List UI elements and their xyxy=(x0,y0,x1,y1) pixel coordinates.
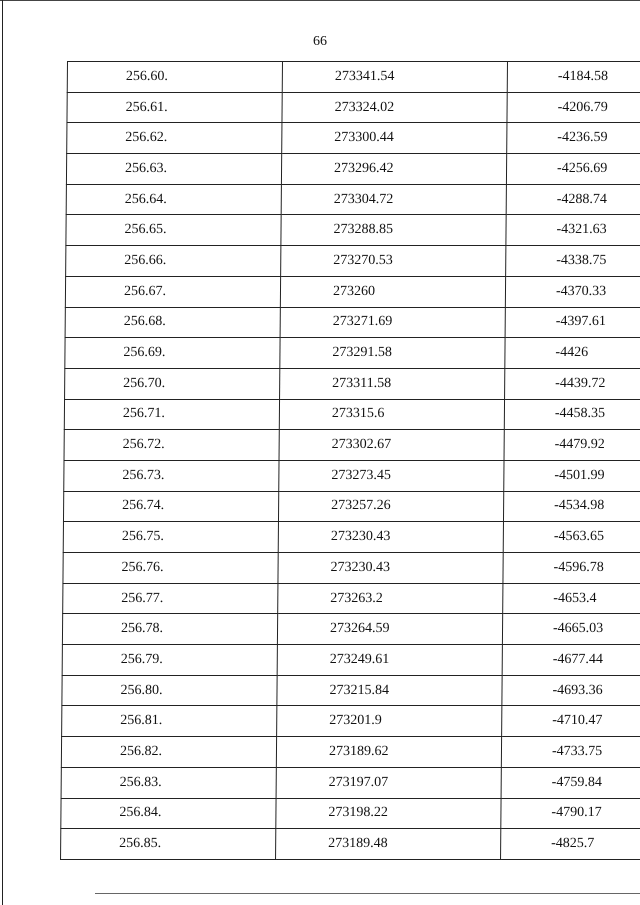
x-coordinate-cell: 273189.62 xyxy=(276,737,501,768)
x-coordinate-cell: 273315.6 xyxy=(279,399,504,430)
table-row xyxy=(61,798,640,829)
y-coordinate-cell: -4677.44 xyxy=(502,645,640,676)
x-coordinate-cell: 273270.53 xyxy=(281,246,506,277)
table-row xyxy=(62,706,640,737)
table-row xyxy=(65,276,640,307)
x-coordinate-cell: 273260 xyxy=(280,276,505,307)
table-row xyxy=(62,645,640,676)
y-coordinate-cell: -4733.75 xyxy=(501,737,640,768)
y-coordinate-cell: -4501.99 xyxy=(504,460,640,491)
y-coordinate-cell: -4693.36 xyxy=(502,675,640,706)
x-coordinate-cell: 273304.72 xyxy=(281,184,506,215)
point-id-cell: 256.67. xyxy=(65,276,280,307)
table-row xyxy=(61,767,640,798)
y-coordinate-cell: -4256.69 xyxy=(506,154,640,185)
point-id-cell: 256.63. xyxy=(66,154,281,185)
coordinates-table xyxy=(60,61,640,860)
x-coordinate-cell: 273288.85 xyxy=(281,215,506,246)
table-row xyxy=(66,184,640,215)
point-id-cell: 256.60. xyxy=(67,62,282,93)
x-coordinate-cell: 273311.58 xyxy=(280,368,505,399)
y-coordinate-cell: -4596.78 xyxy=(503,553,640,584)
y-coordinate-cell: -4825.7 xyxy=(501,829,640,860)
y-coordinate-cell: -4370.33 xyxy=(505,276,640,307)
point-id-cell: 256.64. xyxy=(66,184,281,215)
point-id-cell: 256.69. xyxy=(65,338,280,369)
table-row xyxy=(63,491,640,522)
y-coordinate-cell: -4458.35 xyxy=(504,399,640,430)
x-coordinate-cell: 273201.9 xyxy=(277,706,502,737)
x-coordinate-cell: 273302.67 xyxy=(279,430,504,461)
point-id-cell: 256.81. xyxy=(62,706,277,737)
y-coordinate-cell: -4288.74 xyxy=(506,184,640,215)
point-id-cell: 256.79. xyxy=(62,645,277,676)
y-coordinate-cell: -4653.4 xyxy=(503,583,640,614)
point-id-cell: 256.75. xyxy=(63,522,278,553)
x-coordinate-cell: 273263.2 xyxy=(278,583,503,614)
table-row xyxy=(65,368,640,399)
page-number: 66 xyxy=(313,34,327,49)
table-row xyxy=(64,430,640,461)
point-id-cell: 256.68. xyxy=(65,307,280,338)
point-id-cell: 256.85. xyxy=(61,829,276,860)
x-coordinate-cell: 273271.69 xyxy=(280,307,505,338)
bottom-rule xyxy=(95,893,640,894)
x-coordinate-cell: 273324.02 xyxy=(282,92,507,123)
table-row xyxy=(64,460,640,491)
x-coordinate-cell: 273296.42 xyxy=(281,154,506,185)
table-body xyxy=(61,62,640,860)
table-row xyxy=(67,123,640,154)
table-row xyxy=(65,307,640,338)
point-id-cell: 256.74. xyxy=(63,491,278,522)
table-row xyxy=(65,338,640,369)
y-coordinate-cell: -4665.03 xyxy=(502,614,640,645)
y-coordinate-cell: -4426 xyxy=(505,338,640,369)
x-coordinate-cell: 273249.61 xyxy=(277,645,502,676)
point-id-cell: 256.61. xyxy=(67,92,282,123)
table-row xyxy=(64,399,640,430)
y-coordinate-cell: -4534.98 xyxy=(503,491,640,522)
y-coordinate-cell: -4563.65 xyxy=(503,522,640,553)
y-coordinate-cell: -4236.59 xyxy=(507,123,640,154)
table-row xyxy=(61,829,640,860)
table-row xyxy=(67,62,640,93)
table-row xyxy=(63,583,640,614)
table-row xyxy=(61,737,640,768)
y-coordinate-cell: -4321.63 xyxy=(506,215,640,246)
point-id-cell: 256.70. xyxy=(65,368,280,399)
y-coordinate-cell: -4479.92 xyxy=(504,430,640,461)
scan-edge-top xyxy=(0,0,640,1)
table-row xyxy=(63,553,640,584)
point-id-cell: 256.76. xyxy=(63,553,278,584)
x-coordinate-cell: 273230.43 xyxy=(278,522,503,553)
y-coordinate-cell: -4710.47 xyxy=(502,706,640,737)
point-id-cell: 256.72. xyxy=(64,430,279,461)
x-coordinate-cell: 273230.43 xyxy=(278,553,503,584)
point-id-cell: 256.82. xyxy=(61,737,276,768)
scan-edge-left xyxy=(2,0,3,905)
coordinates-table-wrapper xyxy=(60,61,609,860)
x-coordinate-cell: 273300.44 xyxy=(282,123,507,154)
point-id-cell: 256.77. xyxy=(63,583,278,614)
point-id-cell: 256.84. xyxy=(61,798,276,829)
x-coordinate-cell: 273198.22 xyxy=(276,798,501,829)
x-coordinate-cell: 273291.58 xyxy=(280,338,505,369)
point-id-cell: 256.65. xyxy=(66,215,281,246)
x-coordinate-cell: 273341.54 xyxy=(282,62,507,93)
y-coordinate-cell: -4184.58 xyxy=(507,62,640,93)
point-id-cell: 256.80. xyxy=(62,675,277,706)
x-coordinate-cell: 273215.84 xyxy=(277,675,502,706)
table-row xyxy=(66,246,640,277)
point-id-cell: 256.66. xyxy=(66,246,281,277)
table-row xyxy=(66,154,640,185)
x-coordinate-cell: 273197.07 xyxy=(276,767,501,798)
x-coordinate-cell: 273257.26 xyxy=(278,491,503,522)
point-id-cell: 256.73. xyxy=(64,460,279,491)
point-id-cell: 256.71. xyxy=(64,399,279,430)
table-row xyxy=(63,522,640,553)
y-coordinate-cell: -4439.72 xyxy=(505,368,640,399)
point-id-cell: 256.83. xyxy=(61,767,276,798)
y-coordinate-cell: -4397.61 xyxy=(505,307,640,338)
y-coordinate-cell: -4338.75 xyxy=(506,246,640,277)
point-id-cell: 256.78. xyxy=(62,614,277,645)
x-coordinate-cell: 273273.45 xyxy=(279,460,504,491)
table-row xyxy=(66,215,640,246)
x-coordinate-cell: 273189.48 xyxy=(276,829,501,860)
point-id-cell: 256.62. xyxy=(67,123,282,154)
table-row xyxy=(62,614,640,645)
y-coordinate-cell: -4206.79 xyxy=(507,92,640,123)
y-coordinate-cell: -4790.17 xyxy=(501,798,640,829)
y-coordinate-cell: -4759.84 xyxy=(501,767,640,798)
x-coordinate-cell: 273264.59 xyxy=(277,614,502,645)
table-row xyxy=(67,92,640,123)
table-row xyxy=(62,675,640,706)
